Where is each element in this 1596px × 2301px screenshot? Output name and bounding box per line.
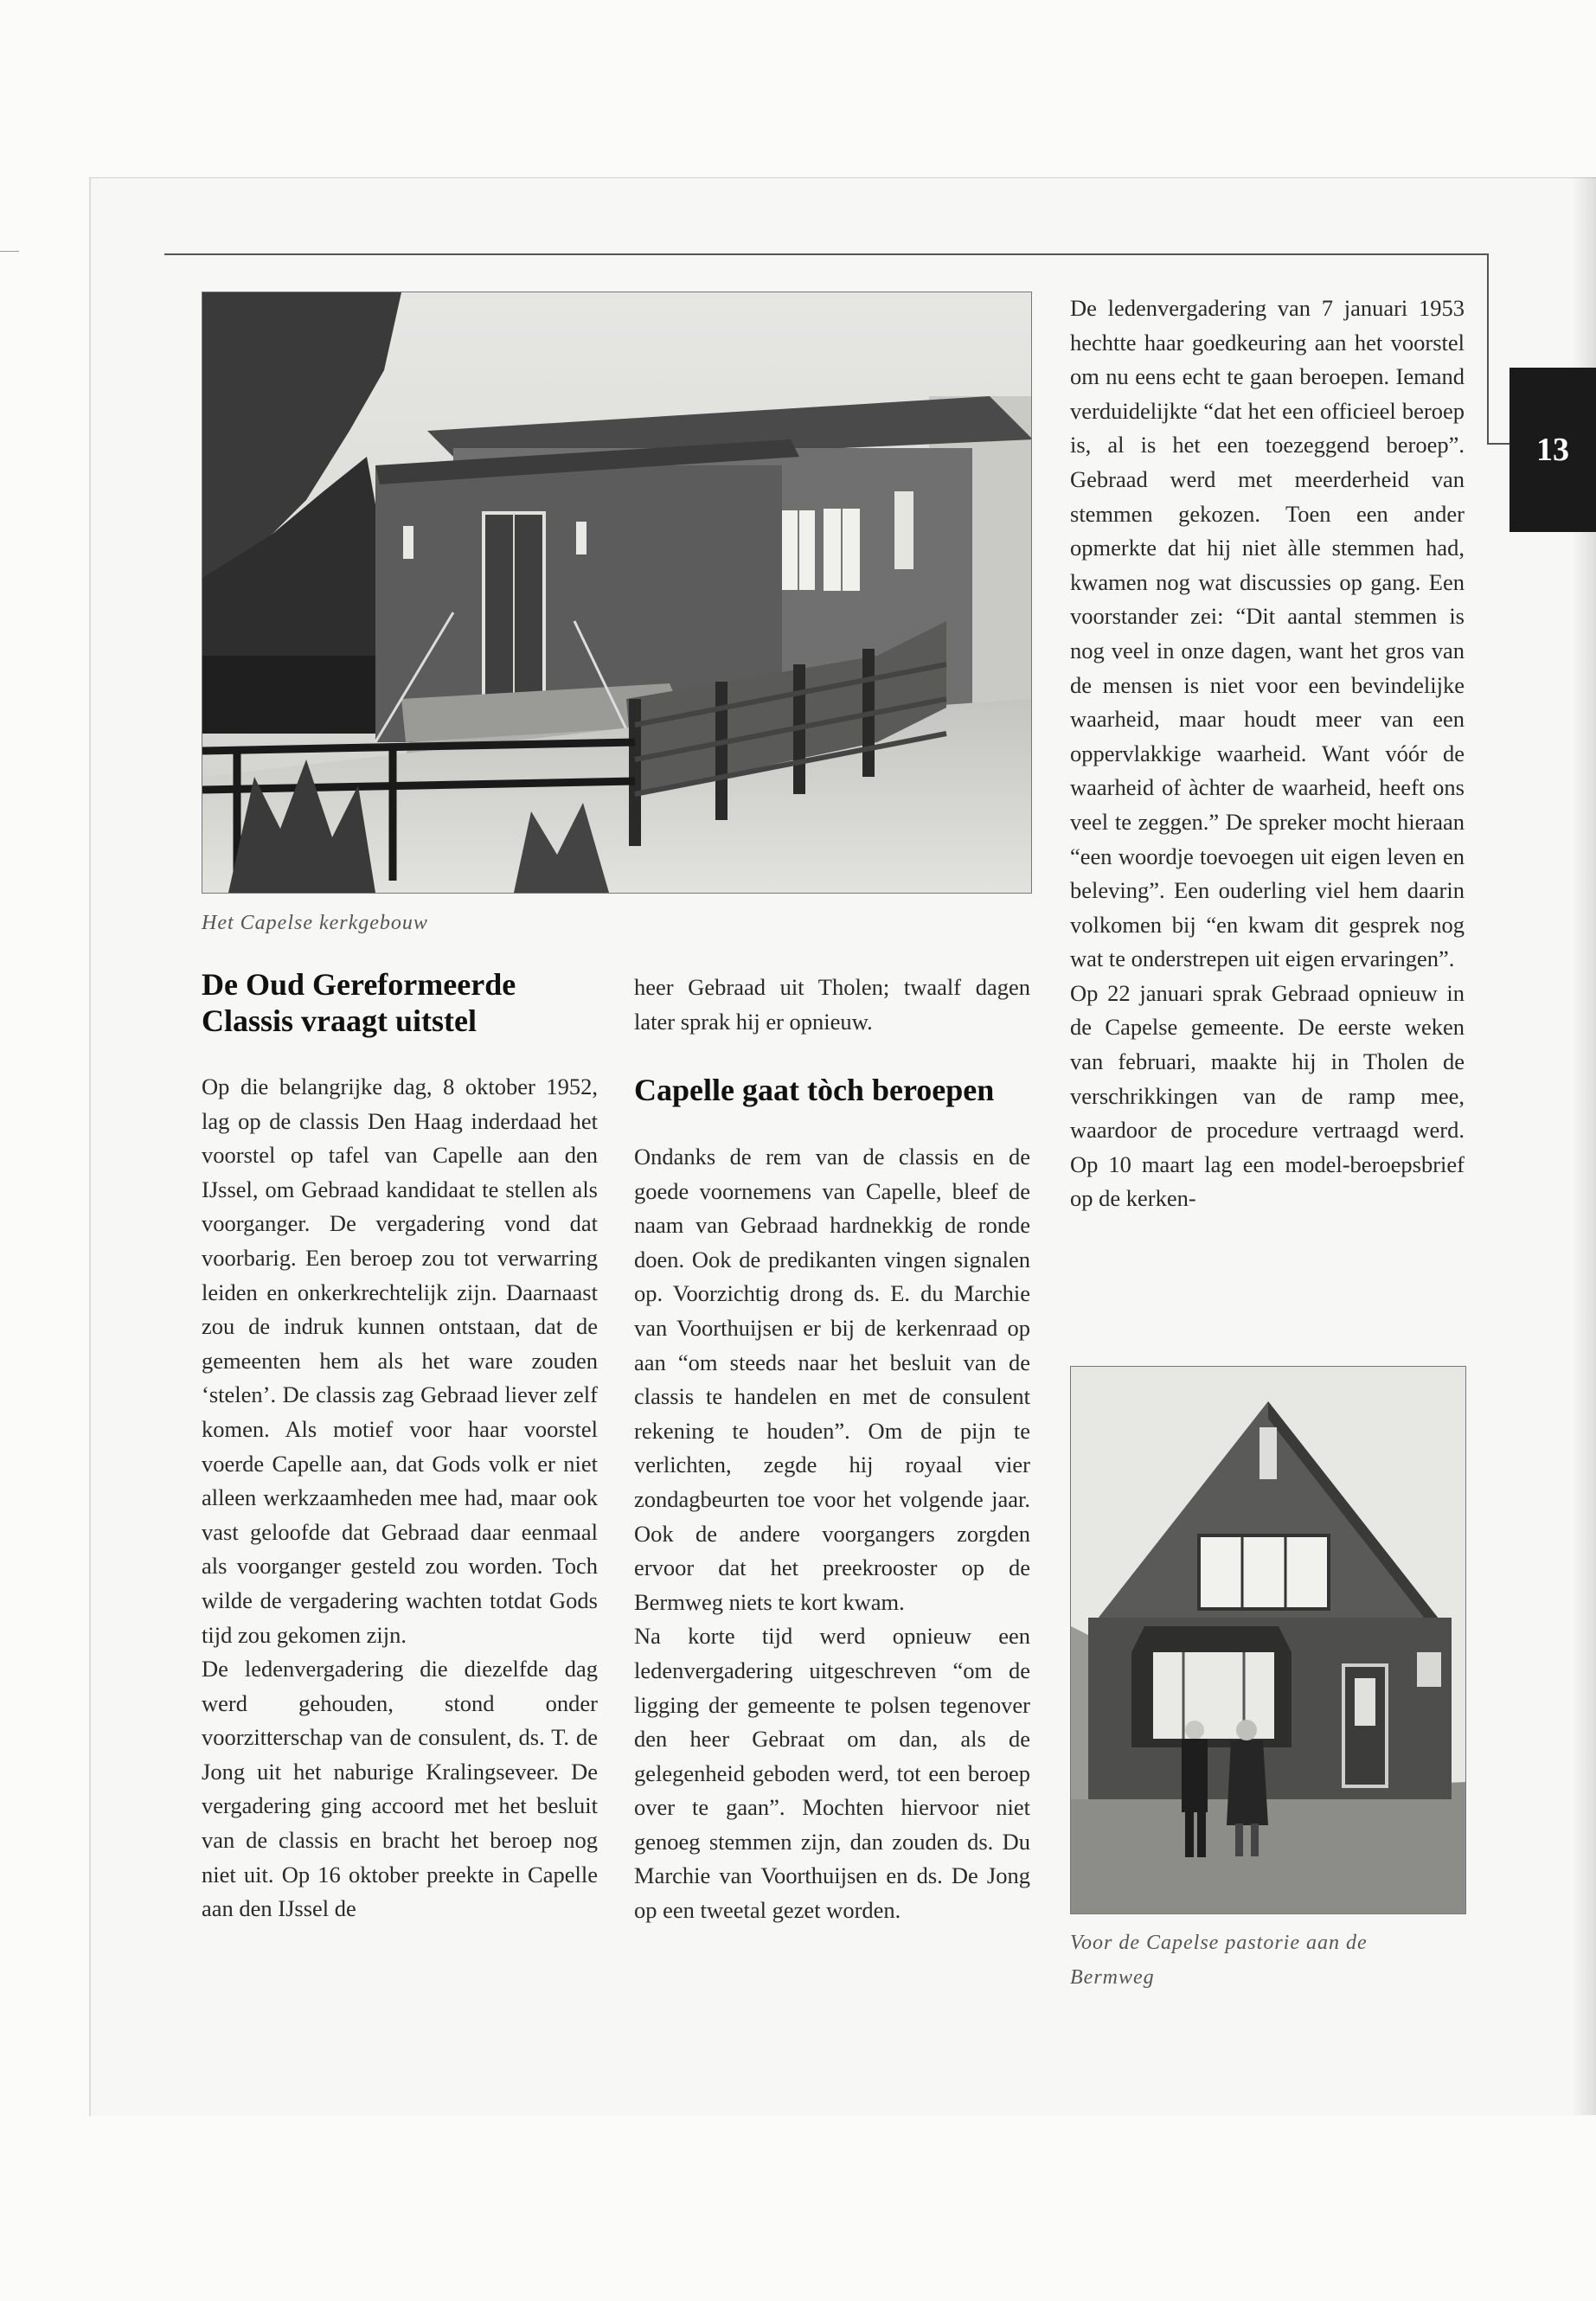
parsonage-photo-caption: Voor de Capelse pastorie aan de Bermweg	[1070, 1932, 1368, 1989]
paragraph: De ledenvergadering die diezelfde dag werd gehouden, stond onder voorzitterschap van de consulent, ds. T. de Jong uit het naburige Kralingseveer. De vergadering ging accoord met het besluit van de classis en bracht het beroep nog niet uit. Op 16 oktober preekte in Capelle aan den IJssel de	[202, 1656, 598, 1922]
chapter-number: 13	[1536, 432, 1569, 468]
church-photo	[202, 292, 1032, 894]
paragraph: Op 22 januari sprak Gebraad opnieuw in de Capelse gemeente. De eerste weken van februari, maakte hij in Tholen de verschrikkingen van de ramp mee, waardoor de procedure vertraagd werd. Op 10 maart lag een model-beroepsbrief op de kerken-	[1070, 979, 1465, 1212]
church-photo-caption: Het Capelse kerkgebouw	[202, 912, 428, 934]
text-column-3	[1070, 292, 1465, 1216]
article-heading-1: De Oud Gereformeerde Classis vraagt uitstel	[202, 967, 516, 1038]
text-column-1	[202, 1070, 598, 1926]
parsonage-photo	[1070, 1366, 1466, 1914]
chapter-tab	[1509, 368, 1596, 532]
header-rule-vertical	[1487, 253, 1489, 444]
article-heading-2: Capelle gaat tòch beroepen	[634, 1073, 995, 1107]
paragraph: De ledenvergadering van 7 januari 1953 hechtte haar goedkeuring aan het voorstel om nu eens echt te gaan beroepen. Iemand verduidelijkte “dat het een officieel beroep is, al is het een toezeggend beroep”. Gebraad werd met meerderheid van stemmen gekozen. Toen een ander opmerkte dat hij niet àlle stemmen had, kwamen nog wat discussies op gang. Een voorstander zei: “Dit aantal stemmen is nog veel in onze dagen, want het gros van de mensen is niet voor een bevindelijke waarheid, maar houdt meer van een oppervlakkige waarheid. Want vóór de waarheid of àchter de waarheid, heeft ons veel te zeggen.” De spreker mocht hieraan “een woordje toevoegen uit eigen leven en beleving”. Een ouderling viel hem daarin volkomen bij “en kwam dit gesprek nog wat te onderstrepen uit eigen ervaringen”.	[1070, 295, 1465, 972]
paragraph: Ondanks de rem van de classis en de goede voornemens van Capelle, bleef de naam van Gebraad hardnekkig de ronde doen. Ook de predikanten vingen signalen op. Voorzichtig drong ds. E. du Marchie van Voorthuijsen er bij de kerkenraad op aan “om steeds naar het besluit van de classis te handelen en met de consulent rekening te houden”. Om de pijn te verlichten, zegde hij royaal vier zondagbeurten toe voor het volgende jaar. Ook de andere voorgangers zorgden ervoor dat het preekrooster op de Bermweg niets te kort kwam.	[634, 1144, 1030, 1615]
paragraph: heer Gebraad uit Tholen; twaalf dagen later sprak hij er opnieuw.	[634, 974, 1030, 1035]
text-column-2a	[634, 971, 1030, 1039]
paragraph: Op die belangrijke dag, 8 oktober 1952, lag op de classis Den Haag inderdaad het voorstel op tafel van Capelle aan den IJssel, om Gebraad kandidaat te stellen als voorganger. De vergadering vond dat voorbarig. Een beroep zou tot verwarring leiden en onkerkrechtelijk zijn. Daarnaast zou de indruk kunnen ontstaan, dat de gemeenten hem als het ware zouden ‘stelen’. De classis zag Gebraad liever zelf komen. Als motief voor haar voorstel voerde Capelle aan, dat Gods volk er niet alleen werkzaamheden mee had, maar ook vast geloofde dat Gebraad daar eenmaal als voorganger gesteld zou worden. Toch wilde de vergadering wachten totdat Gods tijd zou gekomen zijn.	[202, 1074, 598, 1648]
left-page-tick	[0, 251, 19, 252]
paragraph: Na korte tijd werd opnieuw een ledenvergadering uitgeschreven “om de ligging der gemeente te polsen tegenover den heer Gebraat om dan, als de gelegenheid geboden werd, tot een beroep over te gaan”. Mochten hiervoor niet genoeg stemmen zijn, dan zouden ds. Du Marchie van Voorthuijsen en ds. De Jong op een tweetal gezet worden.	[634, 1623, 1030, 1924]
text-column-2b	[634, 1140, 1030, 1928]
header-rule	[164, 253, 1488, 255]
